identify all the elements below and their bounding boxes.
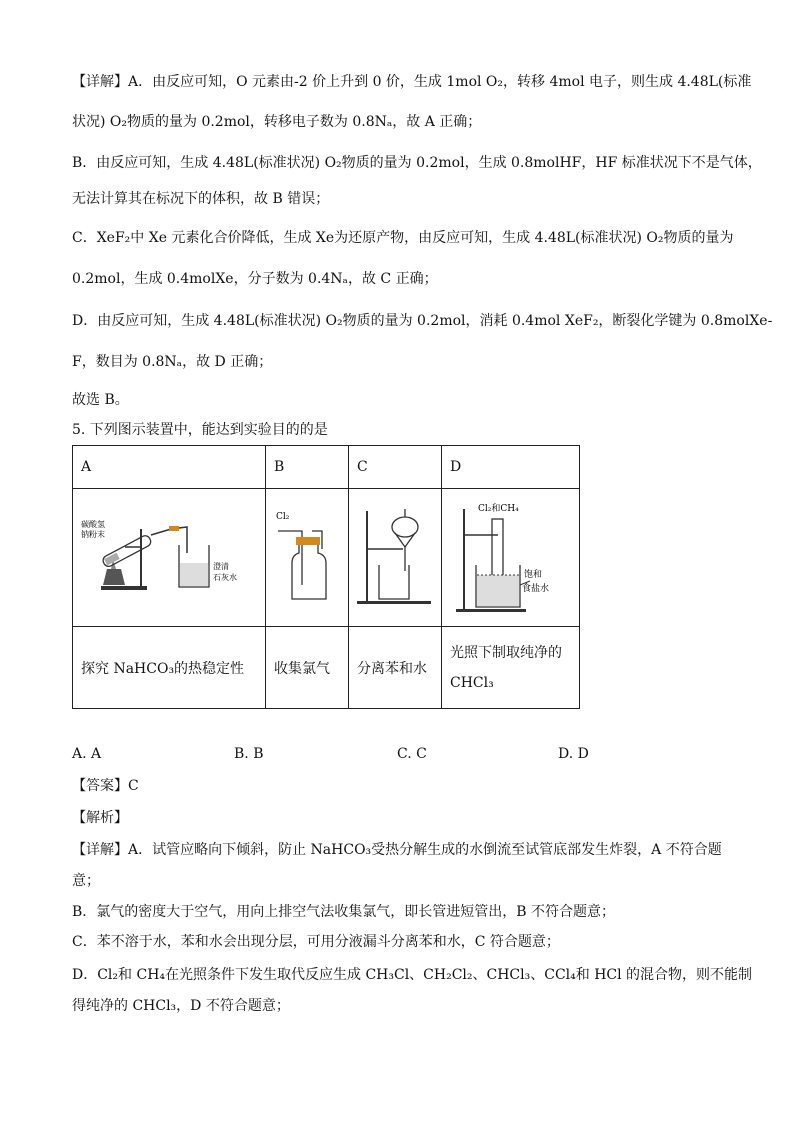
figure-b-cell xyxy=(266,489,349,627)
figure-a xyxy=(73,489,265,622)
explanation-b-line2: 无法计算其在标况下的体积，故 B 错误； xyxy=(72,191,330,207)
header-a: A xyxy=(73,446,266,489)
purpose-d-line2: CHCl₃ xyxy=(450,674,494,691)
label-sodium-bicarbonate-2: 钠粉末 xyxy=(81,530,105,539)
analysis-title: 【解析】 xyxy=(72,810,128,826)
analysis-a-line1: 【详解】A．试管应略向下倾斜，防止 NaHCO₃受热分解生成的水倒流至试管底部发生炸裂，A 不符合题 xyxy=(72,842,722,858)
choice-d: D. D xyxy=(558,746,589,762)
explanation-a-line2: 状况) O₂物质的量为 0.2mol，转移电子数为 0.8Nₐ，故 A 正确； xyxy=(72,114,482,130)
explanation-b-line1: B．由反应可知，生成 4.48L(标准状况) O₂物质的量为 0.2mol，生成 0.8molHF，HF 标准状况下不是气体， xyxy=(72,155,762,171)
label-chlorine: Cl₂ xyxy=(276,512,290,522)
label-limewater-2: 石灰水 xyxy=(213,573,237,582)
figure-c-cell xyxy=(349,489,442,627)
purpose-d-line1: 光照下制取纯净的 xyxy=(450,644,562,661)
explanation-c-line1: C．XeF₂中 Xe 元素化合价降低，生成 Xe为还原产物，由反应可知，生成 4.48L(标准状况) O₂物质的量为 xyxy=(72,230,734,246)
header-d: D xyxy=(442,446,580,489)
figure-c xyxy=(349,489,441,622)
options-table xyxy=(72,445,580,709)
explanation-a-line1: 【详解】A．由反应可知，O 元素由-2 价上升到 0 价，生成 1mol O₂，转移 4mol 电子，则生成 4.48L(标准 xyxy=(72,74,752,90)
figure-d-cell xyxy=(442,489,580,627)
purpose-b: 收集氯气 xyxy=(266,627,349,709)
label-brine-1: 饱和 xyxy=(524,570,543,580)
label-sodium-bicarbonate-1: 碳酸氢 xyxy=(81,520,105,529)
choice-c: C. C xyxy=(397,746,427,762)
choice-b: B. B xyxy=(234,746,264,762)
purpose-d xyxy=(442,627,580,709)
figure-a-cell xyxy=(73,489,266,627)
analysis-b: B．氯气的密度大于空气，用向上排空气法收集氯气，即长管进短管出，B 不符合题意； xyxy=(72,904,616,920)
answer: 【答案】C xyxy=(72,778,139,794)
explanation-c-line2: 0.2mol，生成 0.4molXe，分子数为 0.4Nₐ，故 C 正确； xyxy=(72,271,438,287)
header-c: C xyxy=(349,446,442,489)
analysis-d-line1: D．Cl₂和 CH₄在光照条件下发生取代反应生成 CH₃Cl、CH₂Cl₂、CHCl₃、CCl₄和 HCl 的混合物，则不能制 xyxy=(72,967,753,983)
label-brine-2: 食盐水 xyxy=(522,584,550,594)
purpose-c: 分离苯和水 xyxy=(349,627,442,709)
figure-b xyxy=(266,489,348,622)
purpose-a: 探究 NaHCO₃的热稳定性 xyxy=(73,627,266,709)
analysis-a-line2: 意； xyxy=(72,873,100,889)
label-limewater-1: 澄清 xyxy=(213,562,229,571)
explanation-conclusion: 故选 B。 xyxy=(72,392,129,408)
explanation-d-line1: D．由反应可知，生成 4.48L(标准状况) O₂物质的量为 0.2mol，消耗 0.4mol XeF₂，断裂化学键为 0.8molXe- xyxy=(72,313,773,329)
header-b: B xyxy=(266,446,349,489)
figure-d xyxy=(442,489,579,622)
question5-stem: 5. 下列图示装置中，能达到实验目的的是 xyxy=(72,422,328,438)
analysis-d-line2: 得纯净的 CHCl₃，D 不符合题意； xyxy=(72,998,290,1014)
analysis-c: C．苯不溶于水，苯和水会出现分层，可用分液漏斗分离苯和水，C 符合题意； xyxy=(72,934,560,950)
choice-a: A. A xyxy=(72,746,102,762)
explanation-d-line2: F，数目为 0.8Nₐ，故 D 正确； xyxy=(72,354,273,370)
label-gas-mixture: Cl₂和CH₄ xyxy=(478,504,519,514)
